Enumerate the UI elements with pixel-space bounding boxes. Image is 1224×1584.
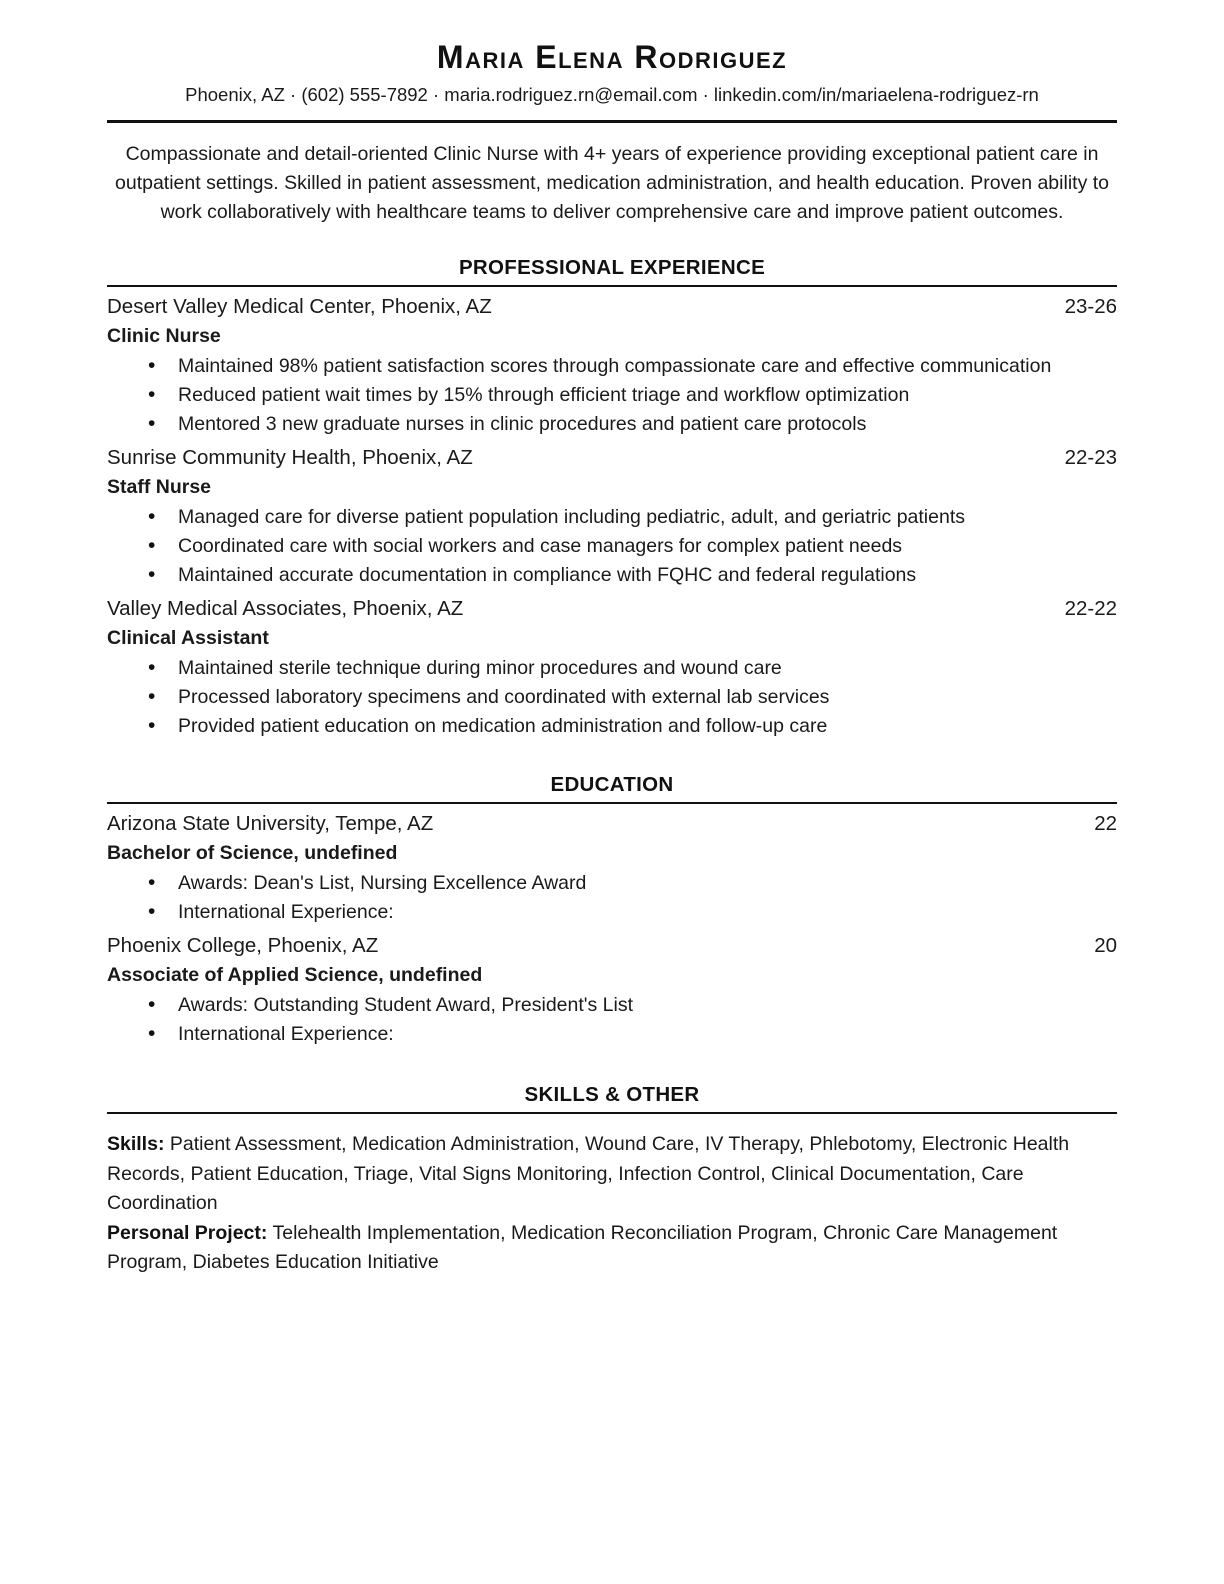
job-dates: 23-26 (1064, 295, 1117, 318)
section-title-skills: SKILLS & OTHER (524, 1083, 700, 1106)
personal-project-label: Personal Project: (107, 1221, 268, 1244)
section-title-experience: PROFESSIONAL EXPERIENCE (458, 256, 766, 279)
skills-list: Patient Assessment, Medication Administration, Wound Care, IV Therapy, Phlebotomy, Electronic Health Records, Patient Education, Triage, Vital Signs Monitoring, Infection Control, Clinical Documentation, Care Coordination (107, 1133, 1070, 1214)
section-title-education: EDUCATION (550, 773, 674, 796)
education-header (107, 926, 1117, 959)
job-company: Sunrise Community Health, Phoenix, AZ (107, 446, 473, 469)
education-dates: 22 (1094, 812, 1117, 835)
header-divider (107, 120, 1117, 123)
job-header (107, 589, 1117, 622)
job-role: Clinical Assistant (107, 627, 269, 649)
job-bullet: • Coordinated care with social workers and case managers for complex patient needs (107, 532, 1117, 560)
job-role: Staff Nurse (107, 476, 212, 498)
job-company: Desert Valley Medical Center, Phoenix, AZ (107, 295, 492, 318)
job-company: Valley Medical Associates, Phoenix, AZ (107, 597, 464, 620)
job-bullet: • Processed laboratory specimens and coordinated with external lab services (107, 683, 1117, 711)
job-bullets (107, 654, 1117, 740)
job-entry (107, 287, 1117, 438)
education-bullets (107, 869, 1117, 926)
job-header (107, 438, 1117, 471)
education-school: Arizona State University, Tempe, AZ (107, 812, 434, 835)
candidate-name: Maria Elena Rodriguez (436, 39, 788, 75)
job-bullet: • Reduced patient wait times by 15% through efficient triage and workflow optimization (107, 381, 1117, 409)
skills-divider (107, 1112, 1117, 1114)
personal-project-line (107, 1219, 1097, 1278)
job-bullets (107, 352, 1117, 438)
job-bullet: • Maintained accurate documentation in compliance with FQHC and federal regulations (107, 561, 1117, 589)
job-entry (107, 438, 1117, 589)
job-bullet: • Maintained 98% patient satisfaction scores through compassionate care and effective communication (107, 352, 1117, 380)
education-bullets (107, 991, 1117, 1048)
education-bullet: • Awards: Dean's List, Nursing Excellence Award (107, 869, 1117, 897)
job-bullet: • Managed care for diverse patient population including pediatric, adult, and geriatric patients (107, 503, 1117, 531)
education-degree: Bachelor of Science, undefined (107, 842, 398, 864)
education-entry (107, 804, 1117, 926)
job-bullet: • Mentored 3 new graduate nurses in clinic procedures and patient care protocols (107, 410, 1117, 438)
education-entry (107, 926, 1117, 1048)
job-dates: 22-22 (1064, 597, 1117, 620)
skills-line (107, 1130, 1097, 1219)
job-role: Clinic Nurse (107, 325, 221, 347)
job-header (107, 287, 1117, 320)
education-bullet: • International Experience: (107, 898, 1117, 926)
personal-project-list: Telehealth Implementation, Medication Reconciliation Program, Chronic Care Management Program, Diabetes Education Initiative (107, 1221, 1058, 1273)
skills-label: Skills: (107, 1133, 165, 1155)
job-entry (107, 589, 1117, 740)
job-bullet: • Provided patient education on medication administration and follow-up care (107, 712, 1117, 740)
job-dates: 22-23 (1064, 446, 1117, 469)
job-bullet: • Maintained sterile technique during minor procedures and wound care (107, 654, 1117, 682)
education-degree: Associate of Applied Science, undefined (107, 964, 483, 986)
job-bullets (107, 503, 1117, 589)
contact-line: Phoenix, AZ · (602) 555-7892 · maria.rodriguez.rn@email.com · linkedin.com/in/mariaelena-rodriguez-rn (185, 84, 1039, 105)
summary-paragraph: Compassionate and detail-oriented Clinic Nurse with 4+ years of experience providing exceptional patient care in outpatient settings. Skilled in patient assessment, medication administration, and health education. Proven ability to work collaboratively with healthcare teams to deliver comprehensive care and improve patient outcomes. (115, 143, 1109, 223)
education-bullet: • International Experience: (107, 1020, 1117, 1048)
education-school: Phoenix College, Phoenix, AZ (107, 934, 379, 957)
education-bullet: • Awards: Outstanding Student Award, President's List (107, 991, 1117, 1019)
education-dates: 20 (1094, 934, 1117, 957)
education-header (107, 804, 1117, 837)
